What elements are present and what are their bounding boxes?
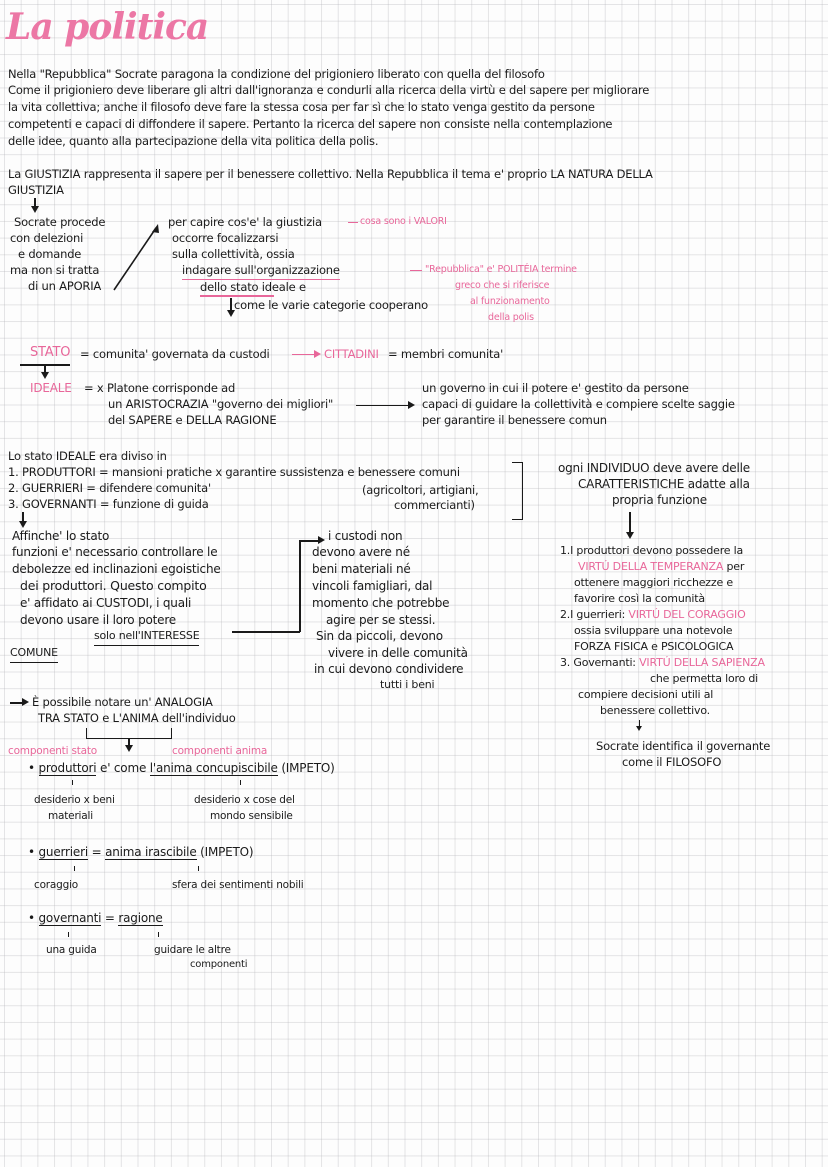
note-line: momento che potrebbe <box>312 596 450 610</box>
note-line: di un APORIA <box>28 279 102 293</box>
cittadini-label: CITTADINI <box>324 347 379 361</box>
anima-component: anima irascibile <box>105 845 197 859</box>
sub-note: materiali <box>48 810 93 822</box>
note-line: compiere decisioni utili al <box>578 688 714 701</box>
note-line <box>560 607 746 624</box>
arrow-down-icon <box>31 206 39 213</box>
note-line: un ARISTOCRAZIA "governo dei migliori" <box>108 397 334 411</box>
relation: = <box>91 845 102 859</box>
note-text: 3. Governanti: <box>560 656 636 669</box>
note-politeia: "Repubblica" e' POLITÉIA termine <box>425 264 577 275</box>
relation: e' come <box>100 761 147 775</box>
sub-note: desiderio x cose del <box>194 794 295 806</box>
note-line: occorre focalizzarsi <box>172 231 279 245</box>
column-header-anima: componenti anima <box>172 745 268 757</box>
list-item: 2. GUERRIERI = difendere comunita' <box>8 481 211 495</box>
note-line: favorire così la comunità <box>574 592 705 605</box>
arrow-down-icon <box>41 372 49 379</box>
note-line-underlined: solo nell'INTERESSE <box>94 628 199 646</box>
arrow-down-icon <box>636 726 642 731</box>
arrow-diagonal-icon <box>112 222 162 292</box>
virtue-sapienza: VIRTÚ DELLA SAPIENZA <box>639 656 765 669</box>
note-line: Socrate identifica il governante <box>596 739 771 753</box>
note-line: vivere in delle comunità <box>328 646 468 660</box>
sub-note: coraggio <box>34 879 79 891</box>
relation: = <box>104 911 115 925</box>
note-line: debolezze ed inclinazioni egoistiche <box>12 562 221 576</box>
note-line: capaci di guidare la collettività e compiere scelte saggie <box>422 397 735 411</box>
note-politeia: della polis <box>488 312 534 323</box>
note-text: e' affidato ai CUSTODI, i quali <box>20 596 192 610</box>
stato-component: governanti <box>38 911 102 925</box>
ideale-label: IDEALE <box>30 381 72 395</box>
virtue-temperanza: VIRTÚ DELLA TEMPERANZA <box>578 560 724 573</box>
sub-note: una guida <box>46 944 97 956</box>
note-line: propria funzione <box>612 493 707 507</box>
note-line: in cui devono condividere <box>314 662 464 676</box>
note-line: vincoli famigliari, dal <box>312 579 433 593</box>
note-line: = x Platone corrisponde ad <box>84 381 236 395</box>
note-line: agire per se stessi. <box>326 613 436 627</box>
analogia-row: • produttori e' come l'anima concupiscibile (IMPETO) <box>28 761 335 775</box>
intro-line: delle idee, quanto alla partecipazione della vita politica della polis. <box>8 134 379 148</box>
stato-label: STATO <box>30 345 71 360</box>
note-line: ogni INDIVIDUO deve avere delle <box>558 461 750 475</box>
note-line: con delezioni <box>10 231 84 245</box>
intro-line: competenti e capaci di diffondere il sapere. Pertanto la ricerca del sapere non consiste nella contemplazione <box>8 117 613 131</box>
note-text: per <box>726 560 745 573</box>
note-line: come le varie categorie cooperano <box>234 298 428 312</box>
note-line: TRA STATO e L'ANIMA dell'individuo <box>38 711 236 725</box>
note-line: come il FILOSOFO <box>622 755 722 769</box>
arrow-down-icon <box>19 521 27 528</box>
note-line: CARATTERISTICHE adatte alla <box>578 477 750 491</box>
sub-note: guidare le altre <box>154 944 231 956</box>
note-line: per garantire il benessere comun <box>422 413 607 427</box>
arrow-right-icon <box>318 536 325 544</box>
note-line: dei produttori. Questo compito <box>20 578 207 593</box>
arrow-down-icon <box>626 532 634 539</box>
note-line <box>578 559 744 576</box>
note-line: e domande <box>18 247 82 261</box>
note-line: che permetta loro di <box>650 672 759 685</box>
note-line-underlined: indagare sull'organizzazione <box>182 262 340 280</box>
page-title: La politica <box>6 6 209 48</box>
note-line: sulla collettività, ossia <box>172 247 295 261</box>
suffix: (IMPETO) <box>281 761 335 775</box>
note-line: per capire cos'e' la giustizia <box>168 215 322 229</box>
note-line: ma non si tratta <box>10 263 100 277</box>
stato-definition: = comunita' governata da custodi <box>80 347 270 361</box>
intro-line: la vita collettiva; anche il filosofo deve fare la stessa cosa per far sì che lo stato venga gestito da persone <box>8 100 595 114</box>
stato-component: guerrieri <box>38 845 88 859</box>
note-line: ossia sviluppare una notevole <box>574 624 733 637</box>
intro-line: Nella "Repubblica" Socrate paragona la condizione del prigioniero liberato con quella del filosofo <box>8 67 545 81</box>
note-line: un governo in cui il potere e' gestito da persone <box>422 381 689 395</box>
arrow-right-icon <box>22 698 29 706</box>
giustizia-line: La GIUSTIZIA rappresenta il sapere per il benessere collettivo. Nella Repubblica il tema e' proprio LA NATURA DELLA <box>8 167 653 181</box>
list-item: 1. PRODUTTORI = mansioni pratiche x garantire sussistenza e benessere comuni <box>8 465 460 479</box>
note-line: i custodi non <box>328 529 403 543</box>
note-line: devono usare il loro potere <box>20 613 176 627</box>
sub-note: componenti <box>190 959 248 970</box>
note-line: tutti i beni <box>380 678 435 691</box>
list-item: 3. GOVERNANTI = funzione di guida <box>8 497 209 511</box>
sub-note: mondo sensibile <box>210 810 293 822</box>
analogia-row: • governanti = ragione <box>28 911 163 925</box>
note-politeia: greco che si riferisce <box>455 280 550 291</box>
column-header-stato: componenti stato <box>8 745 98 757</box>
giustizia-line: GIUSTIZIA <box>8 183 64 197</box>
note-valori: cosa sono i VALORI <box>360 216 447 227</box>
sub-note: sfera dei sentimenti nobili <box>172 879 304 891</box>
list-note: commercianti) <box>394 498 475 512</box>
note-line-underlined: COMUNE <box>10 645 58 663</box>
note-line: dello stato ideale e <box>200 280 306 294</box>
arrow-down-icon <box>125 745 133 752</box>
arrow-right-icon <box>408 401 415 409</box>
note-line: È possibile notare un' ANALOGIA <box>32 695 213 709</box>
arrow-down-icon <box>227 310 235 317</box>
note-line: Socrate procede <box>14 215 106 229</box>
note-line: funzioni e' necessario controllare le <box>12 545 218 559</box>
anima-component: l'anima concupiscibile <box>149 761 278 775</box>
note-line: ottenere maggiori ricchezze e <box>574 576 733 589</box>
anima-component: ragione <box>118 911 163 925</box>
note-line: Sin da piccoli, devono <box>316 629 443 643</box>
note-line: devono avere né <box>312 545 410 559</box>
note-line <box>560 655 765 672</box>
stato-component: produttori <box>38 761 97 775</box>
list-note: (agricoltori, artigiani, <box>362 483 479 497</box>
arrow-right-icon <box>314 350 321 358</box>
note-line: Affinche' lo stato <box>12 529 110 543</box>
list-heading: Lo stato IDEALE era diviso in <box>8 449 167 463</box>
virtue-coraggio: VIRTÚ DEL CORAGGIO <box>628 608 746 621</box>
note-text: 2.I guerrieri: <box>560 608 626 621</box>
note-line: beni materiali né <box>312 562 411 576</box>
note-line: del SAPERE e DELLA RAGIONE <box>108 413 277 427</box>
sub-note: desiderio x beni <box>34 794 115 806</box>
note-politeia: al funzionamento <box>470 296 550 307</box>
analogia-row: • guerrieri = anima irascibile (IMPETO) <box>28 845 254 859</box>
cittadini-definition: = membri comunita' <box>388 347 504 361</box>
note-line: 1.I produttori devono possedere la <box>560 544 744 557</box>
intro-line: Come il prigioniero deve liberare gli altri dall'ignoranza e condurli alla ricerca della virtù e del sapere per migliorare <box>8 83 650 97</box>
note-line: FORZA FISICA e PSICOLOGICA <box>574 640 734 653</box>
suffix: (IMPETO) <box>200 845 254 859</box>
note-line: benessere collettivo. <box>600 704 710 717</box>
note-line <box>20 595 191 612</box>
